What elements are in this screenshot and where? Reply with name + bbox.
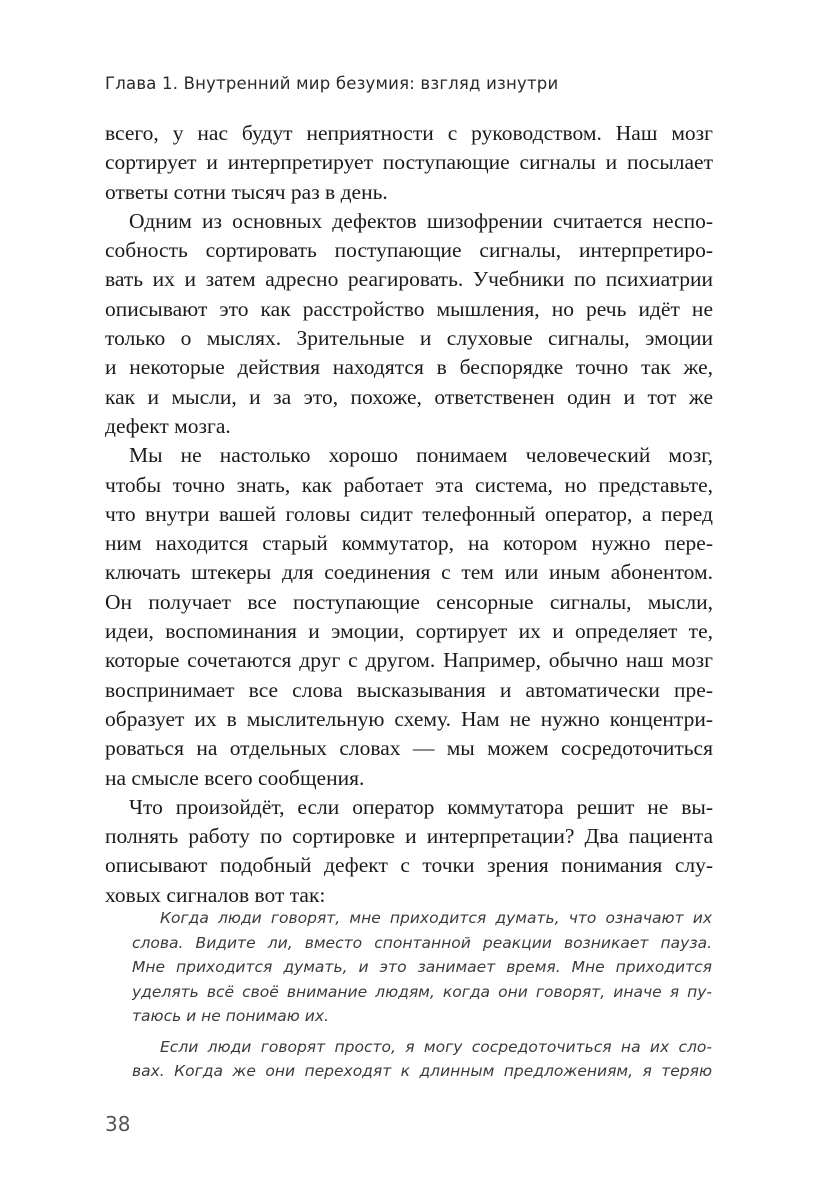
text-line: как и мысли, и за это, похоже, ответственен один и тот же: [105, 384, 713, 409]
text-line: сортирует и интерпретирует поступающие сигналы и посылает: [105, 150, 713, 175]
quote-line: вах. Когда же они переходят к длинным предложениям, я теряю: [132, 1062, 712, 1080]
text-line: Что произойдёт, если оператор коммутатора решит не вы-: [129, 794, 713, 819]
text-line: вать их и затем адресно реагировать. Учебники по психиатрии: [105, 267, 713, 292]
text-line: собность сортировать поступающие сигналы, интерпретиро-: [105, 238, 713, 263]
text-line: Он получает все поступающие сенсорные сигналы, мысли,: [105, 589, 713, 614]
text-line: описывают подобный дефект с точки зрения понимания слу-: [105, 853, 713, 878]
quote-line: таюсь и не понимаю их.: [132, 1007, 329, 1025]
text-line: на смысле всего сообщения.: [105, 765, 365, 790]
text-line: что внутри вашей головы сидит телефонный оператор, а перед: [105, 501, 713, 526]
quote-line: Мне приходится думать, и это занимает время. Мне приходится: [132, 958, 712, 976]
text-line: всего, у нас будут неприятности с руководством. Наш мозг: [105, 121, 713, 145]
text-line: ним находится старый коммутатор, на котором нужно пере-: [105, 531, 713, 556]
page-number: 38: [105, 1112, 131, 1136]
text-line: которые сочетаются друг с другом. Например, обычно наш мозг: [105, 648, 713, 673]
text-line: полнять работу по сортировке и интерпретации? Два пациента: [105, 824, 713, 849]
text-line: и некоторые действия находятся в беспорядке точно так же,: [105, 355, 713, 380]
text-line: дефект мозга.: [105, 413, 231, 438]
text-line: Мы не настолько хорошо понимаем человеческий мозг,: [129, 443, 713, 468]
quote-line: уделять всё своё внимание людям, когда они говорят, иначе я пу-: [132, 982, 712, 1001]
text-line: воспринимает все слова высказывания и автоматически пре-: [105, 677, 713, 702]
text-line: образует их в мыслительную схему. Нам не нужно концентри-: [105, 706, 713, 731]
text-line: ответы сотни тысяч раз в день.: [105, 179, 388, 204]
text-line: роваться на отдельных словах — мы можем сосредоточиться: [105, 736, 713, 761]
running-header: Глава 1. Внутренний мир безумия: взгляд изнутри: [105, 74, 559, 93]
main-text: [105, 119, 713, 910]
text-line: ховых сигналов вот так:: [105, 882, 326, 907]
quote-line: слова. Видите ли, вместо спонтанной реакции возникает пауза.: [132, 933, 712, 952]
text-line: описывают это как расстройство мышления, но речь идёт не: [105, 296, 713, 321]
quote-line: Когда люди говорят, мне приходится думать, что означают их: [160, 909, 712, 927]
patient-quote: [132, 906, 712, 1084]
text-line: ключать штекеры для соединения с тем или иным абонентом.: [105, 560, 713, 585]
text-line: только о мыслях. Зрительные и слуховые сигналы, эмоции: [105, 326, 713, 351]
text-line: чтобы точно знать, как работает эта система, но представьте,: [105, 472, 713, 497]
quote-line: Если люди говорят просто, я могу сосредоточиться на их сло-: [160, 1037, 712, 1056]
text-line: Одним из основных дефектов шизофрении считается неспо-: [129, 208, 713, 233]
text-line: идеи, воспоминания и эмоции, сортирует их и определяет те,: [105, 619, 713, 644]
